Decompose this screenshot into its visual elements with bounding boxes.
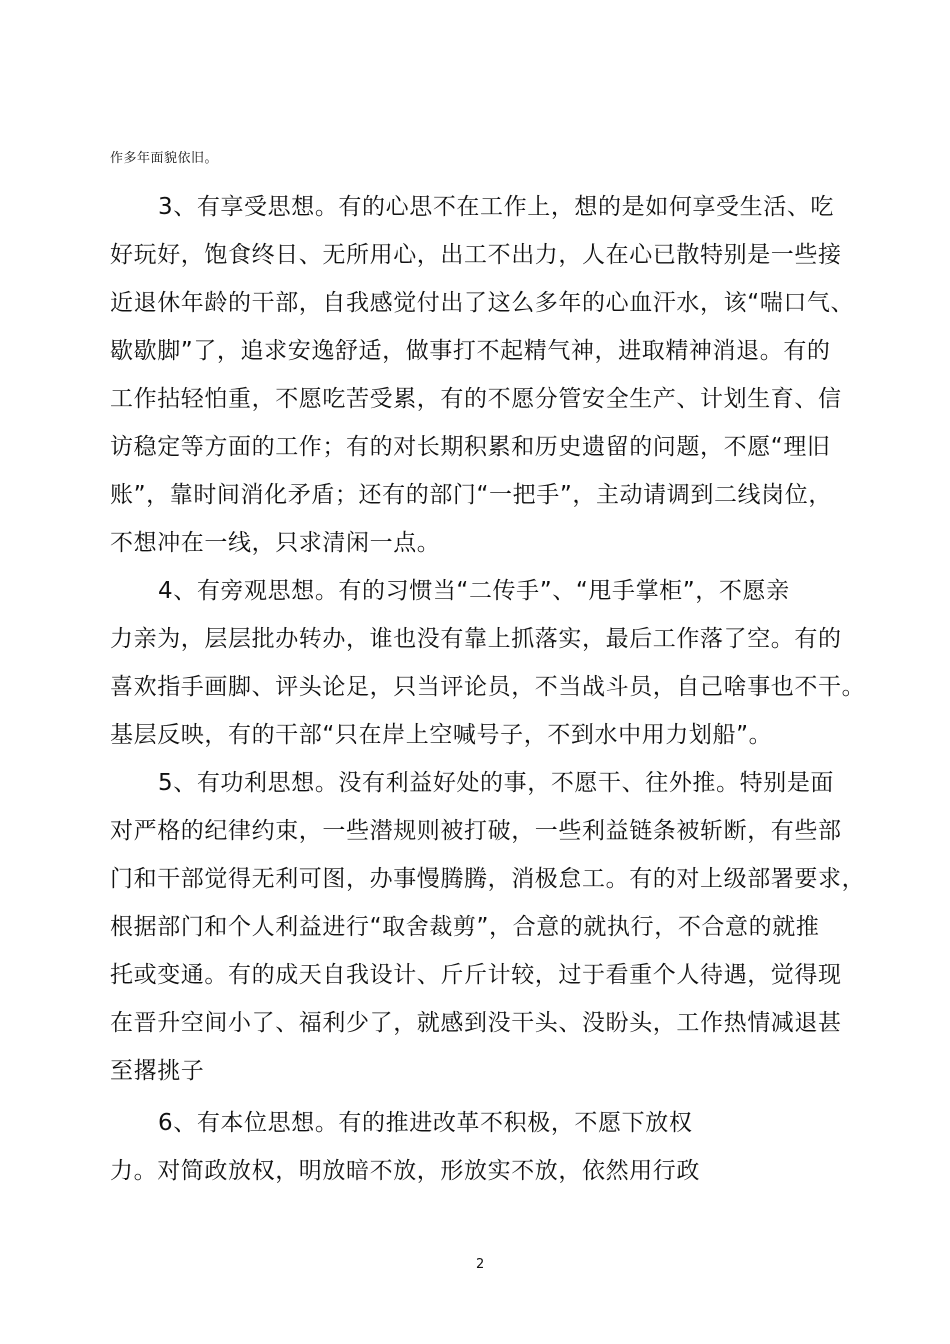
paragraph-4-line-4: 基层反映，有的干部“只在岸上空喊号子，不到水中用力划船”。 [110,722,773,748]
page-number: 2 [476,1257,485,1272]
paragraph-3-line-8: 不想冲在一线，只求清闲一点。 [110,530,441,556]
paragraph-5-line-2: 对严格的纪律约束，一些潜规则被打破，一些利益链条被斩断，有些部 [110,818,842,844]
paragraph-4-line-3: 喜欢指手画脚、评头论足，只当评论员，不当战斗员，自己啥事也不干。 [110,674,866,700]
paragraph-5-line-6: 在晋升空间小了、福利少了，就感到没干头、没盼头，工作热情减退甚 [110,1010,842,1036]
paragraph-5-line-7: 至撂挑子 [110,1058,205,1084]
top-fragment: 作多年面貌依旧。 [110,151,219,166]
paragraph-3-line-5: 工作拈轻怕重，不愿吃苦受累，有的不愿分管安全生产、计划生育、信 [110,386,842,412]
paragraph-5-line-4: 根据部门和个人利益进行“取舍裁剪”，合意的就执行，不合意的就推 [110,914,820,940]
paragraph-3-line-2: 好玩好，饱食终日、无所用心，出工不出力，人在心已散特别是一些接 [110,242,842,268]
paragraph-3-line-7: 账”，靠时间消化矛盾；还有的部门“一把手”，主动请调到二线岗位， [110,482,832,508]
paragraph-6-line-1: 6、有本位思想。有的推进改革不积极，不愿下放权 [158,1110,693,1136]
paragraph-4-line-1: 4、有旁观思想。有的习惯当“二传手”、“甩手掌柜”，不愿亲 [158,578,790,604]
paragraph-4-line-2: 力亲为，层层批办转办，谁也没有靠上抓落实，最后工作落了空。有的 [110,626,842,652]
paragraph-3-line-3: 近退休年龄的干部，自我感觉付出了这么多年的心血汗水，该“喘口气、 [110,290,855,316]
paragraph-5-line-3: 门和干部觉得无利可图，办事慢腾腾，消极怠工。有的对上级部署要求， [110,866,866,892]
paragraph-3-line-6: 访稳定等方面的工作；有的对长期积累和历史遗留的问题，不愿“理旧 [110,434,831,460]
paragraph-3-line-1: 3、有享受思想。有的心思不在工作上，想的是如何享受生活、吃 [158,194,835,220]
paragraph-6-line-2: 力。对简政放权，明放暗不放，形放实不放，依然用行政 [110,1158,700,1184]
paragraph-5-line-1: 5、有功利思想。没有利益好处的事，不愿干、往外推。特别是面 [158,770,835,796]
paragraph-3-line-4: 歇歇脚”了，追求安逸舒适，做事打不起精气神，进取精神消退。有的 [110,338,831,364]
paragraph-5-line-5: 托或变通。有的成天自我设计、斤斤计较，过于看重个人待遇，觉得现 [110,962,842,988]
